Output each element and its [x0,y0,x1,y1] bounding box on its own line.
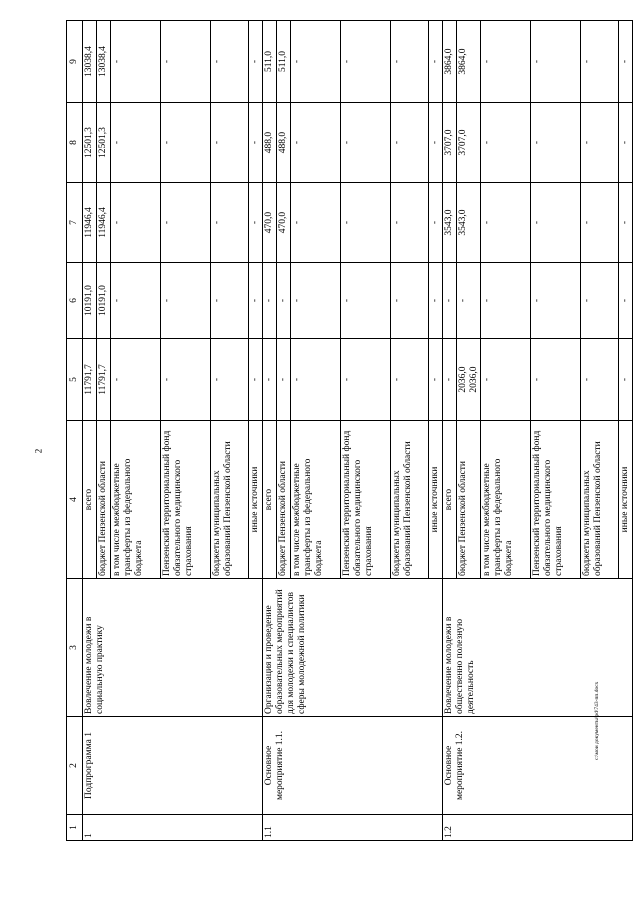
funding-source: бюджеты муниципальных образований Пензенской области [581,421,619,579]
header-cell: 8 [67,103,83,183]
amount-value: - [291,140,302,145]
amount-value: 2036,0 [468,366,479,393]
amount-cell [619,263,633,339]
amount-value: - [532,220,543,225]
amount-cell [340,263,390,339]
amount-value: - [482,298,493,303]
funding-source: в том числе межбюджетные трансферты из федерального бюджета [290,421,340,579]
amount-value: - [211,140,222,145]
table-row [83,21,97,841]
funding-source: иные источники [619,421,633,579]
amount-value: 511,0 [263,50,274,73]
amount-cell [581,103,619,183]
amount-cell [481,21,531,103]
amount-value: 10191,0 [97,285,108,316]
amount-cell [160,263,210,339]
amount-value: - [532,59,543,64]
amount-value: - [341,220,352,225]
amount-cell [581,21,619,103]
amount-value: - [391,298,402,303]
amount-value: - [429,377,440,382]
amount-value: 11946,4 [97,207,108,238]
header-cell: 1 [67,815,83,841]
amount-cell [290,183,340,263]
amount-cell [262,103,276,183]
amount-value: - [532,377,543,382]
amount-cell [619,183,633,263]
amount-value: - [482,140,493,145]
amount-value: - [161,59,172,64]
amount-value: 3543,0 [443,209,454,236]
amount-value: - [620,220,631,225]
amount-cell [110,103,160,183]
amount-cell [428,103,442,183]
amount-cell [481,339,531,421]
row-description: Вовлечение молодежи в социальную практику [83,579,263,717]
amount-value: 3864,0 [457,48,468,75]
amount-value: - [249,298,260,303]
amount-cell [481,263,531,339]
amount-value: - [582,298,593,303]
amount-value: - [111,298,122,303]
amount-cell [531,183,581,263]
amount-value: - [341,59,352,64]
row-number: 1.2 [442,815,633,841]
amount-cell [83,21,97,103]
amount-value: 511,0 [277,50,288,73]
amount-cell [390,103,428,183]
amount-cell [160,339,210,421]
amount-value: - [582,220,593,225]
amount-value: - [161,298,172,303]
amount-cell [619,339,633,421]
header-cell: 4 [67,421,83,579]
amount-value: 13038,4 [97,46,108,77]
amount-value: - [341,140,352,145]
header-row [67,21,83,841]
amount-value: - [277,298,288,303]
amount-value: - [111,377,122,382]
amount-cell [248,263,262,339]
amount-value: 13038,4 [84,46,94,77]
amount-cell [428,183,442,263]
amount-cell [110,183,160,263]
funding-source: иные источники [248,421,262,579]
amount-value: 12501,3 [97,127,108,158]
header-cell: 3 [67,579,83,717]
amount-value: - [211,59,222,64]
file-path-footer: c:\мои документы\pd\743-пп.docx [594,681,600,760]
amount-value: - [582,59,593,64]
amount-cell [456,263,481,339]
amount-value: - [429,220,440,225]
row-description: Вовлечение молодежи в общественно полезную деятельность [442,579,633,717]
amount-value: - [620,140,631,145]
row-name: Основное мероприятие 1.1. [262,717,442,815]
row-number: 1 [83,815,263,841]
funding-source: Пензенский территориальный фонд обязательного медицинского страхования [531,421,581,579]
amount-cell [248,103,262,183]
amount-value: - [249,140,260,145]
amount-value: - [277,377,288,382]
amount-cell [290,263,340,339]
funding-source: бюджеты муниципальных образований Пензенской области [390,421,428,579]
amount-value: - [291,377,302,382]
amount-cell [531,339,581,421]
funding-source: бюджеты муниципальных образований Пензенской области [210,421,248,579]
amount-value: 2036,0 [457,366,468,393]
funding-source: иные источники [428,421,442,579]
amount-value: - [391,377,402,382]
amount-cell [619,21,633,103]
amount-cell [581,263,619,339]
amount-cell [428,21,442,103]
header-cell: 9 [67,21,83,103]
amount-value: 3707,0 [457,129,468,156]
funding-source: в том числе межбюджетные трансферты из федерального бюджета [110,421,160,579]
amount-value: 10191,0 [84,285,94,316]
amount-cell [276,183,290,263]
amount-cell [262,339,276,421]
amount-value: - [111,220,122,225]
funding-source: всего [442,421,456,579]
amount-cell [276,339,290,421]
header-cell: 5 [67,339,83,421]
amount-cell [442,103,456,183]
amount-value: - [341,298,352,303]
amount-cell [340,103,390,183]
amount-cell [581,339,619,421]
amount-value: - [482,59,493,64]
funding-source: в том числе межбюджетные трансферты из федерального бюджета [481,421,531,579]
amount-value: - [532,298,543,303]
amount-value: - [443,298,454,303]
amount-cell [248,183,262,263]
amount-value: - [111,140,122,145]
amount-value: - [482,220,493,225]
funding-source: Пензенский территориальный фонд обязательного медицинского страхования [160,421,210,579]
amount-cell [531,21,581,103]
amount-cell [96,103,110,183]
amount-value: - [249,220,260,225]
amount-cell [83,339,97,421]
amount-cell [160,103,210,183]
amount-cell [390,263,428,339]
amount-cell [456,21,481,103]
amount-value: - [263,298,274,303]
amount-cell [96,21,110,103]
funding-source: бюджет Пензенской области [96,421,110,579]
amount-value: - [161,220,172,225]
header-cell: 6 [67,263,83,339]
funding-source: Пензенский территориальный фонд обязательного медицинского страхования [340,421,390,579]
amount-value: 470,0 [263,211,274,234]
amount-cell [390,339,428,421]
amount-value: 3707,0 [443,129,454,156]
amount-cell [390,21,428,103]
amount-value: - [582,140,593,145]
amount-cell [442,21,456,103]
amount-cell [160,21,210,103]
amount-value: - [211,220,222,225]
amount-value: 488,0 [263,131,274,154]
amount-value: - [263,377,274,382]
amount-value: - [429,59,440,64]
amount-cell [83,183,97,263]
row-number: 1.1 [262,815,442,841]
row-description: Организация и проведение образовательных мероприятий для молодежи и специалистов сферы молодежной политики [262,579,442,717]
amount-value: - [582,377,593,382]
amount-cell [290,339,340,421]
amount-cell [210,183,248,263]
header-cell: 2 [67,717,83,815]
amount-cell [262,263,276,339]
amount-value: - [291,220,302,225]
amount-value: - [111,59,122,64]
amount-value: 3543,0 [457,209,468,236]
amount-cell [110,21,160,103]
amount-cell [96,183,110,263]
amount-cell [262,183,276,263]
amount-cell [210,103,248,183]
amount-cell [248,339,262,421]
amount-cell [456,103,481,183]
amount-value: - [161,140,172,145]
amount-value: - [249,59,260,64]
amount-cell [276,21,290,103]
budget-table [66,20,633,841]
funding-source: бюджет Пензенской области [456,421,481,579]
amount-cell [581,183,619,263]
amount-cell [340,183,390,263]
amount-cell [619,103,633,183]
amount-value: - [443,377,454,382]
amount-value: - [482,377,493,382]
amount-cell [340,339,390,421]
amount-value: 12501,3 [84,127,94,158]
amount-value: - [620,59,631,64]
amount-cell [248,21,262,103]
amount-cell [210,339,248,421]
header-cell: 7 [67,183,83,263]
amount-value: 3864,0 [443,48,454,75]
funding-source: бюджет Пензенской области [276,421,290,579]
amount-value: - [391,220,402,225]
amount-cell [442,263,456,339]
amount-cell [456,339,481,421]
amount-cell [262,21,276,103]
table-row [262,21,276,841]
amount-cell [83,103,97,183]
amount-cell [110,339,160,421]
amount-value: - [620,298,631,303]
amount-cell [96,339,110,421]
amount-cell [290,21,340,103]
amount-cell [83,263,97,339]
amount-cell [210,263,248,339]
amount-value: - [211,298,222,303]
page-number: 2 [33,448,44,454]
amount-value: - [391,59,402,64]
amount-value: - [391,140,402,145]
amount-cell [531,263,581,339]
amount-value: - [620,377,631,382]
amount-value: 11791,7 [84,364,94,395]
amount-cell [531,103,581,183]
amount-value: - [249,377,260,382]
row-name: Подпрограмма 1 [83,717,263,815]
amount-value: 470,0 [277,211,288,234]
amount-cell [96,263,110,339]
amount-cell [428,263,442,339]
amount-cell [110,263,160,339]
amount-cell [210,21,248,103]
amount-cell [456,183,481,263]
amount-cell [428,339,442,421]
amount-value: 488,0 [277,131,288,154]
amount-value: - [291,59,302,64]
amount-cell [481,103,531,183]
amount-cell [390,183,428,263]
amount-cell [442,183,456,263]
amount-cell [160,183,210,263]
amount-cell [481,183,531,263]
amount-value: - [457,298,468,303]
funding-source: всего [83,421,97,579]
amount-value: 11791,7 [97,364,108,395]
amount-cell [290,103,340,183]
amount-value: - [161,377,172,382]
amount-value: 11946,4 [84,207,94,238]
amount-value: - [291,298,302,303]
funding-source: всего [262,421,276,579]
amount-value: - [211,377,222,382]
amount-value: - [341,377,352,382]
row-name: Основное мероприятие 1.2. [442,717,633,815]
amount-value: - [429,140,440,145]
amount-cell [276,263,290,339]
amount-cell [276,103,290,183]
amount-value: - [429,298,440,303]
amount-value: - [532,140,543,145]
amount-cell [442,339,456,421]
amount-cell [340,21,390,103]
table-row [442,21,456,841]
